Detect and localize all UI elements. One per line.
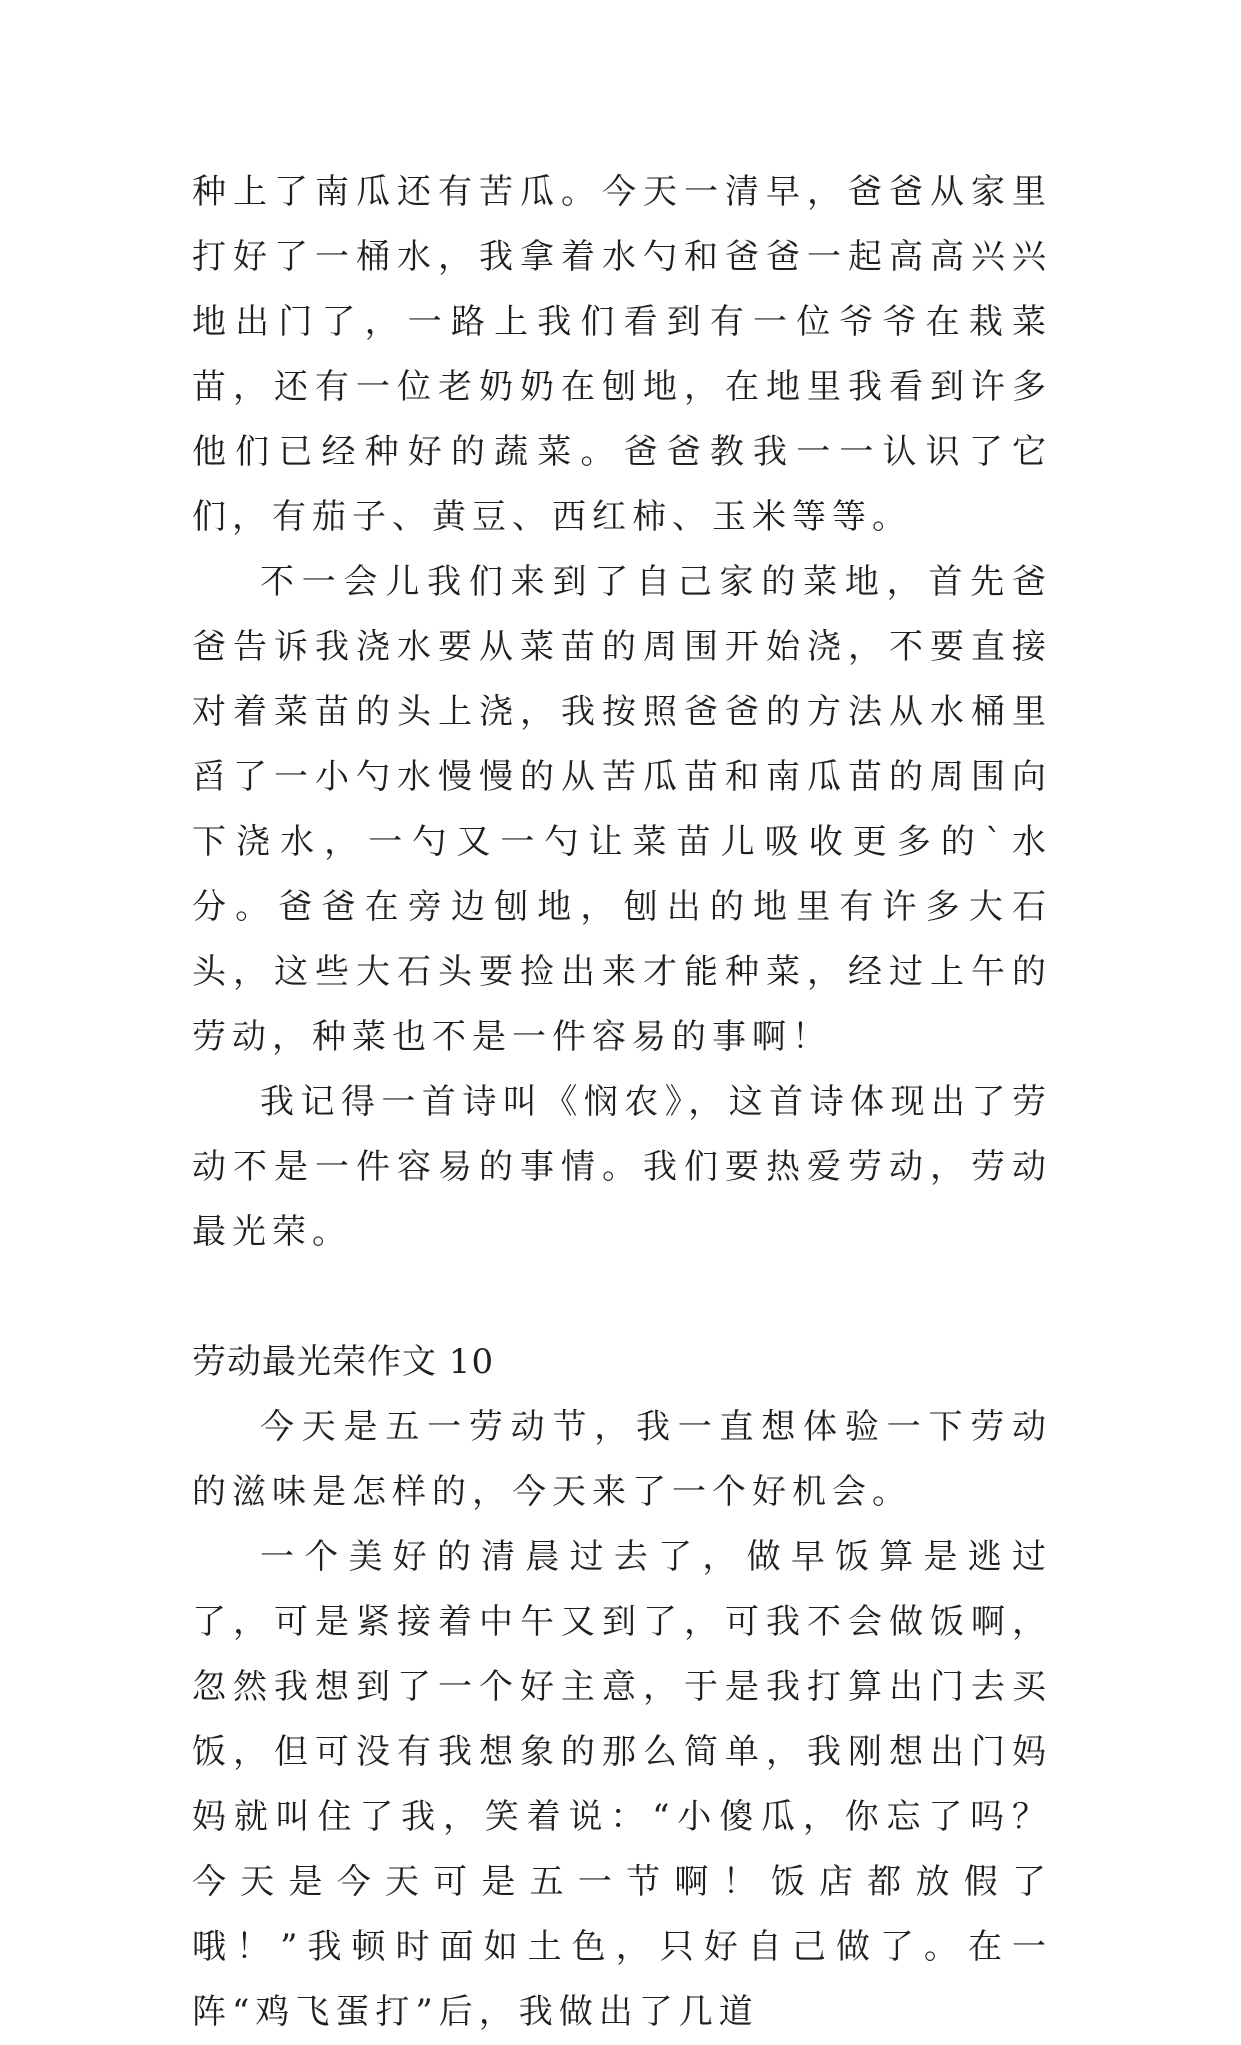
paragraph-poem: 我记得一首诗叫《悯农》，这首诗体现出了劳动不是一件容易的事情。我们要热爱劳动，劳动最光荣。 [192, 1082, 1052, 1252]
section-title: 劳动最光荣作文 10 [192, 1342, 495, 1382]
paragraph-continued: 种上了南瓜还有苦瓜。今天一清早，爸爸从家里打好了一桶水，我拿着水勺和爸爸一起高高兴兴地出门了，一路上我们看到有一位爷爷在栽菜苗，还有一位老奶奶在刨地，在地里我看到许多他们已经种好的蔬菜。爸爸教我一一认识了它们，有茄子、黄豆、西红柿、玉米等等。 [192, 172, 1052, 537]
document-body [192, 160, 1052, 2045]
paragraph-watering: 不一会儿我们来到了自己家的菜地，首先爸爸告诉我浇水要从菜苗的周围开始浇，不要直接对着菜苗的头上浇，我按照爸爸的方法从水桶里舀了一小勺水慢慢的从苦瓜苗和南瓜苗的周围向下浇水，一勺又一勺让菜苗儿吸收更多的`水分。爸爸在旁边刨地，刨出的地里有许多大石头，这些大石头要捡出来才能种菜，经过上午的劳动，种菜也不是一件容易的事啊！ [192, 562, 1052, 1057]
paragraph-intro: 今天是五一劳动节，我一直想体验一下劳动的滋味是怎样的，今天来了一个好机会。 [192, 1407, 1052, 1512]
paragraph-cooking: 一个美好的清晨过去了，做早饭算是逃过了，可是紧接着中午又到了，可我不会做饭啊，忽然我想到了一个好主意，于是我打算出门去买饭，但可没有我想象的那么简单，我刚想出门妈妈就叫住了我，笑着说：“小傻瓜，你忘了吗？今天是今天可是五一节啊！饭店都放假了哦！”我顿时面如土色，只好自己做了。在一阵“鸡飞蛋打”后，我做出了几道 [192, 1537, 1052, 2032]
